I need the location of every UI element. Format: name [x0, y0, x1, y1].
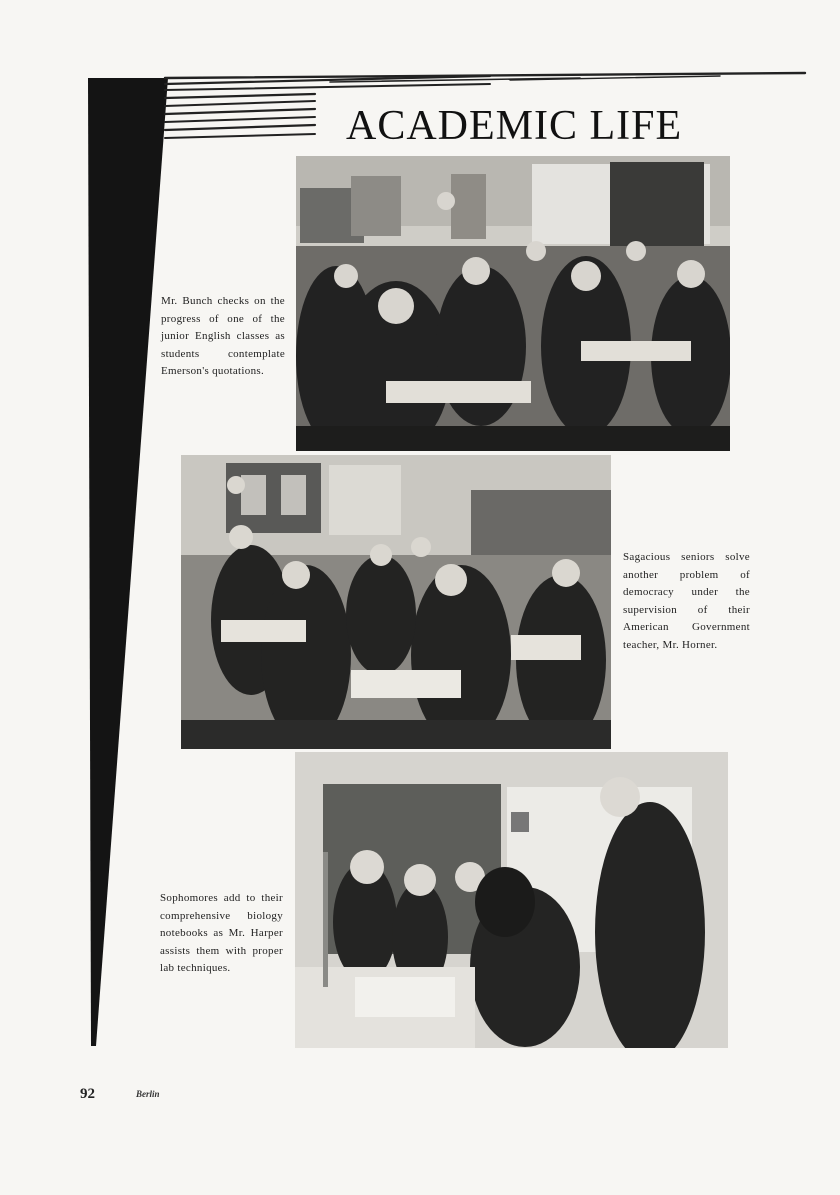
caption-biology-class: Sophomores add to their comprehensive biology notebooks as Mr. Harper assists them with proper lab techniques.	[160, 892, 283, 975]
page-title: ACADEMIC LIFE	[346, 103, 683, 149]
decorative-left-bar	[86, 76, 170, 1046]
government-class-photo	[181, 455, 611, 749]
page-number: 92	[80, 1086, 95, 1102]
caption-government-class: Sagacious seniors solve another problem of democracy under the supervision of their American Government teacher, Mr. Horner.	[623, 551, 750, 651]
yearbook-name: Berlin	[136, 1089, 160, 1099]
biology-class-photo	[295, 752, 728, 1048]
english-class-photo	[296, 156, 730, 451]
caption-english-class: Mr. Bunch checks on the progress of one of the junior English classes as students contemplate Emerson's quotations.	[161, 295, 285, 378]
